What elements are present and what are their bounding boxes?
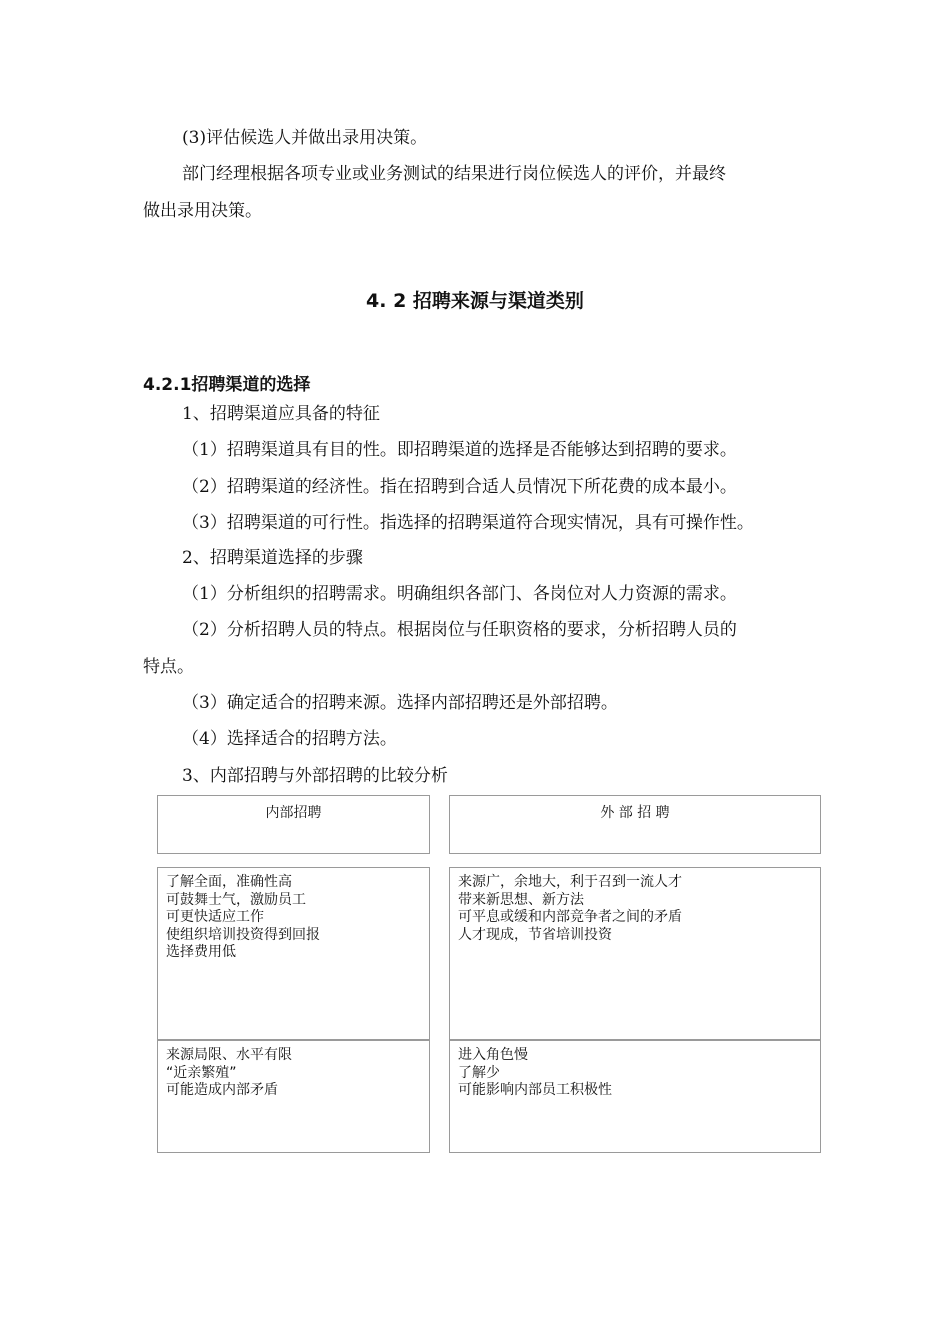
paragraph-line: 部门经理根据各项专业或业务测试的结果进行岗位候选人的评价，并最终	[182, 164, 726, 184]
external-cons-box	[449, 1040, 821, 1153]
section-title: 4. 2 招聘来源与渠道类别	[366, 290, 584, 312]
external-pro: 带来新思想、新方法	[458, 891, 584, 908]
list-item: （2）分析招聘人员的特点。根据岗位与任职资格的要求，分析招聘人员的	[182, 620, 737, 640]
paragraph-line: (3)评估候选人并做出录用决策。	[182, 128, 428, 148]
paragraph-line: 做出录用决策。	[143, 201, 262, 221]
external-pro: 来源广，余地大，利于召到一流人才	[458, 874, 682, 890]
internal-con: “近亲繁殖”	[166, 1064, 237, 1081]
list-item: （4）选择适合的招聘方法。	[182, 729, 397, 749]
list-item: （1）分析组织的招聘需求。明确组织各部门、各岗位对人力资源的需求。	[182, 584, 737, 604]
internal-con: 可能造成内部矛盾	[166, 1082, 278, 1098]
internal-pro: 可更快适应工作	[166, 909, 264, 925]
internal-pros-box	[157, 867, 430, 1040]
list-heading: 2、招聘渠道选择的步骤	[182, 548, 363, 568]
internal-pro: 可鼓舞士气，激励员工	[166, 891, 306, 908]
internal-con: 来源局限、水平有限	[166, 1047, 292, 1063]
list-item: （3）招聘渠道的可行性。指选择的招聘渠道符合现实情况，具有可操作性。	[182, 513, 754, 533]
internal-pro: 选择费用低	[166, 944, 236, 960]
external-header-box	[449, 795, 821, 854]
external-con: 进入角色慢	[458, 1047, 528, 1063]
external-pro: 可平息或缓和内部竞争者之间的矛盾	[458, 909, 682, 925]
list-item: （3）确定适合的招聘来源。选择内部招聘还是外部招聘。	[182, 693, 618, 713]
internal-cons-box	[157, 1040, 430, 1153]
internal-header: 内部招聘	[265, 805, 322, 821]
list-item: （1）招聘渠道具有目的性。即招聘渠道的选择是否能够达到招聘的要求。	[182, 440, 737, 460]
list-item-continuation: 特点。	[143, 657, 194, 677]
list-item: （2）招聘渠道的经济性。指在招聘到合适人员情况下所花费的成本最小。	[182, 477, 737, 497]
internal-header-box	[157, 795, 430, 854]
subsection-title: 4.2.1招聘渠道的选择	[143, 375, 311, 395]
external-con: 了解少	[458, 1064, 500, 1081]
external-pro: 人才现成，节省培训投资	[458, 926, 612, 943]
external-pros-box	[449, 867, 821, 1040]
external-con: 可能影响内部员工积极性	[458, 1082, 612, 1098]
external-header: 外 部 招 聘	[600, 805, 670, 821]
internal-pro: 使组织培训投资得到回报	[166, 926, 320, 943]
list-heading: 3、内部招聘与外部招聘的比较分析	[182, 766, 448, 786]
internal-pro: 了解全面，准确性高	[166, 874, 292, 890]
list-heading: 1、招聘渠道应具备的特征	[182, 404, 380, 424]
